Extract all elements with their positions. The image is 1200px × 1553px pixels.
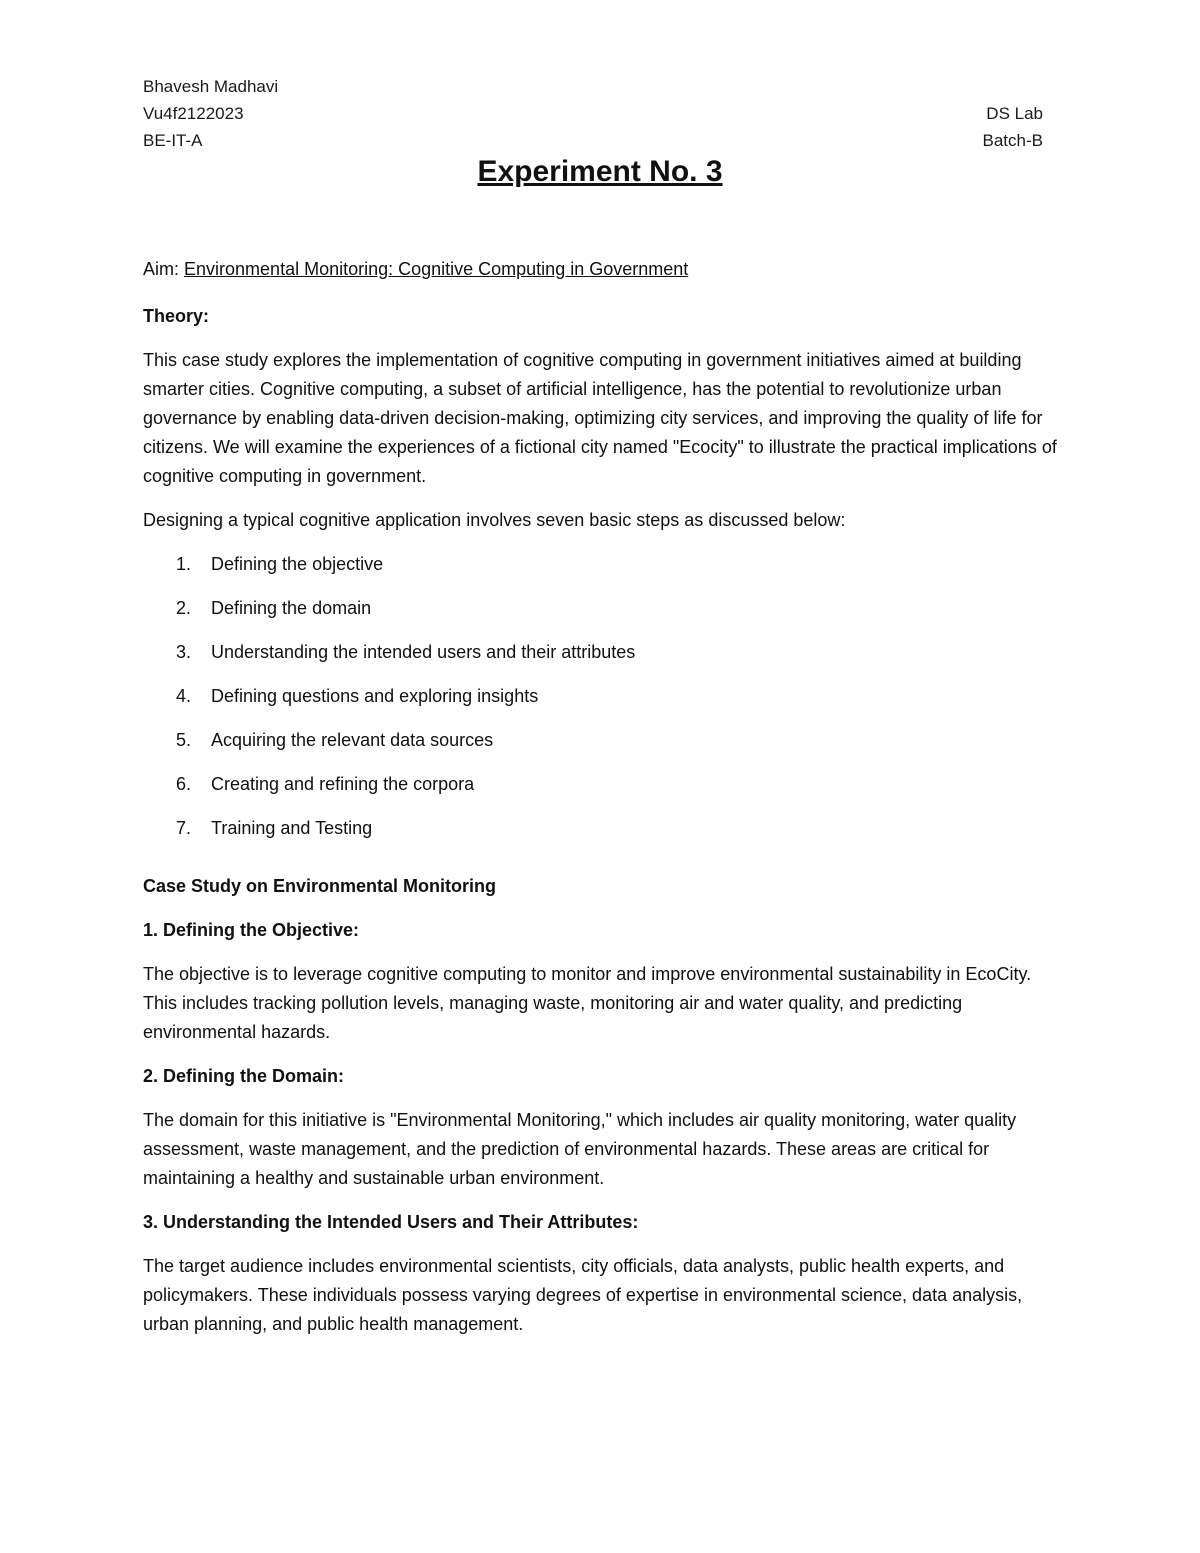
steps-list: [143, 550, 1063, 858]
list-item-number: 4.: [176, 686, 192, 706]
list-item: [143, 770, 1063, 814]
list-item-number: 6.: [176, 774, 192, 794]
lab-info: [983, 100, 1043, 154]
list-item-text: Acquiring the relevant data sources: [211, 730, 494, 750]
list-item-text: Training and Testing: [211, 818, 373, 838]
section-paragraph: The target audience includes environmental scientists, city officials, data analysts, public health experts, and policymakers. These individuals possess varying degrees of expertise in environmental science, data analysis, urban planning, and public health management.: [143, 1256, 1023, 1334]
case-study-heading: Case Study on Environmental Monitoring: [143, 876, 497, 896]
student-name: Bhavesh Madhavi: [143, 77, 279, 96]
list-item-text: Creating and refining the corpora: [211, 774, 475, 794]
theory-heading: Theory:: [143, 306, 210, 326]
list-item-number: 2.: [176, 598, 192, 618]
lab-name: DS Lab: [986, 104, 1043, 123]
list-item-number: 5.: [176, 730, 192, 750]
section-heading: 2. Defining the Domain:: [143, 1066, 345, 1086]
page-title: Experiment No. 3: [477, 155, 723, 188]
aim-line: [143, 255, 1063, 284]
student-info: [143, 73, 278, 154]
section-heading: 3. Understanding the Intended Users and Their Attributes:: [143, 1212, 639, 1232]
list-item-number: 3.: [176, 642, 192, 662]
section-heading: 1. Defining the Objective:: [143, 920, 360, 940]
theory-paragraph: This case study explores the implementation of cognitive computing in government initiatives aimed at building smarter cities. Cognitive computing, a subset of artificial intelligence, has the potential to revolutionize urban governance by enabling data-driven decision-making, optimizing city services, and improving the quality of life for citizens. We will examine the experiences of a fictional city named "Ecocity" to illustrate the practical implications of cognitive computing in government.: [143, 350, 1057, 486]
list-item-text: Defining the objective: [211, 554, 384, 574]
list-item-number: 1.: [176, 554, 192, 574]
aim-label: Aim:: [143, 259, 185, 279]
batch-name: Batch-B: [982, 131, 1043, 150]
section-paragraph: The domain for this initiative is "Environmental Monitoring," which includes air quality monitoring, water quality assessment, waste management, and the prediction of environmental hazards. These areas are critical for maintaining a healthy and sustainable urban environment.: [143, 1110, 1017, 1188]
student-id: Vu4f2122023: [143, 104, 244, 123]
document-body: [143, 255, 1063, 1354]
list-item-text: Defining questions and exploring insights: [211, 686, 539, 706]
student-class: BE-IT-A: [143, 131, 203, 150]
list-item: [143, 638, 1063, 682]
list-item-text: Understanding the intended users and their attributes: [211, 642, 636, 662]
section-paragraph: The objective is to leverage cognitive computing to monitor and improve environmental sustainability in EcoCity. This includes tracking pollution levels, managing waste, monitoring air and water quality, and predicting environmental hazards.: [143, 964, 1032, 1042]
list-item-number: 7.: [176, 818, 192, 838]
list-item: [143, 726, 1063, 770]
list-item-text: Defining the domain: [211, 598, 372, 618]
steps-intro: Designing a typical cognitive application involves seven basic steps as discussed below:: [143, 510, 846, 530]
aim-value: Environmental Monitoring: Cognitive Computing in Government: [184, 259, 689, 279]
list-item: [143, 682, 1063, 726]
list-item: [143, 814, 1063, 858]
list-item: [143, 594, 1063, 638]
list-item: [143, 550, 1063, 594]
